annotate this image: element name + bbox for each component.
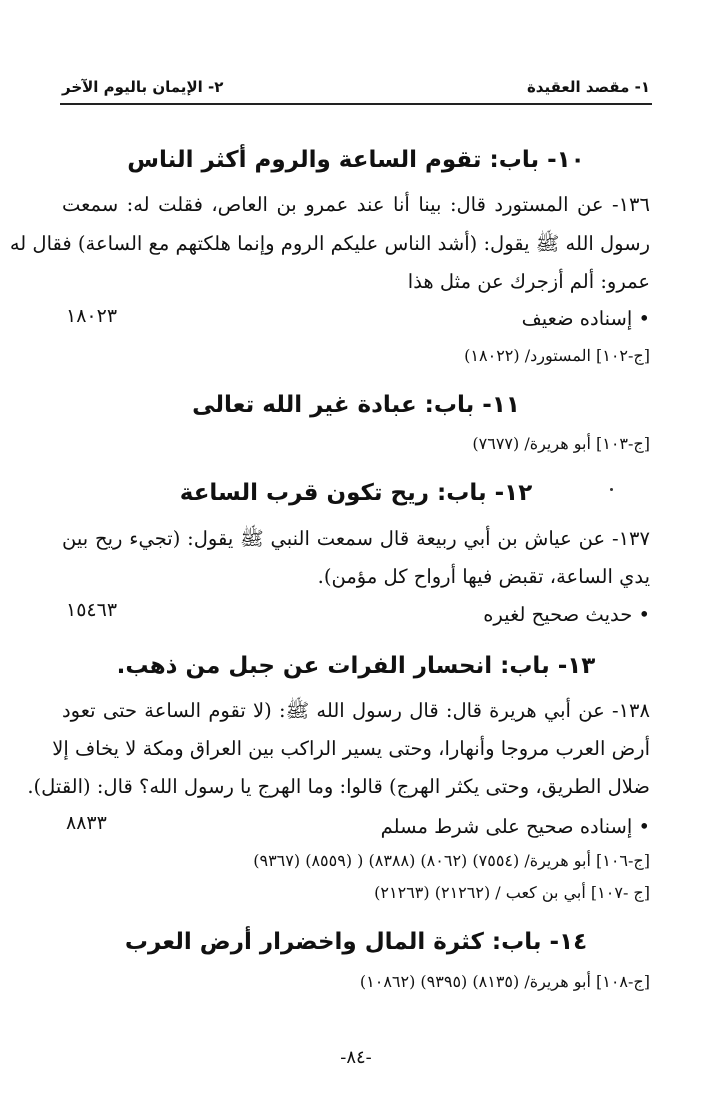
hadith-138-line-2: أرض العرب مروجا وأنهارا، وحتى يسير الراكب بين العراق ومكة لا يخاف إلا [52, 737, 650, 760]
running-header-right: ١- مقصد العقيدة [526, 78, 650, 96]
hadith-138-line-3: ضلال الطريق، وحتى يكثر الهرج) قالوا: وما الهرج يا رسول الله؟ قال: (القتل). [27, 775, 650, 798]
cross-reference-102: [ج-١٠٢] المستورد/ (١٨٠٢٢) [464, 346, 650, 365]
hadith-137-line-1: ١٣٧- عن عياش بن أبي ربيعة قال سمعت النبي ﷺ يقول: (تجيء ريح بين [62, 527, 650, 550]
grading-136: • إسناده ضعيف [521, 307, 650, 330]
hadith-138-line-1: ١٣٨- عن أبي هريرة قال: قال رسول الله ﷺ: (لا تقوم الساعة حتى تعود [62, 699, 650, 722]
chapter-title-10: ١٠- باب: تقوم الساعة والروم أكثر الناس [127, 147, 585, 173]
chapter-title-13: ١٣- باب: انحسار الفرات عن جبل من ذهب. [116, 653, 596, 679]
hadith-136-line-3: عمرو: ألم أزجرك عن مثل هذا [407, 270, 650, 293]
reference-number-136: ١٨٠٢٣ [66, 305, 118, 327]
reference-number-137: ١٥٤٦٣ [66, 599, 118, 621]
grading-137: • حديث صحيح لغيره [483, 603, 650, 626]
header-rule [60, 103, 652, 105]
grading-138: • إسناده صحيح على شرط مسلم [380, 815, 650, 838]
cross-reference-103: [ج-١٠٣] أبو هريرة/ (٧٦٧٧) [472, 434, 650, 453]
hadith-137-line-2: يدي الساعة، تقبض فيها أرواح كل مؤمن). [317, 565, 650, 588]
hadith-136-line-1: ١٣٦- عن المستورد قال: بينا أنا عند عمرو بن العاص، فقلت له: سمعت [62, 193, 650, 216]
chapter-title-11: ١١- باب: عبادة غير الله تعالى [192, 392, 520, 418]
chapter-title-14: ١٤- باب: كثرة المال واخضرار أرض العرب [124, 929, 588, 955]
page-number: -٨٤- [340, 1047, 372, 1068]
reference-number-138: ٨٨٣٣ [66, 812, 107, 834]
hadith-136-line-2: رسول الله ﷺ يقول: (أشد الناس عليكم الروم وإنما هلكتهم مع الساعة) فقال له [9, 232, 650, 255]
running-header-left: ٢- الإيمان باليوم الآخر [62, 78, 224, 96]
cross-reference-107: [ج -١٠٧] أبي بن كعب / (٢١٢٦٢) (٢١٢٦٣) [374, 883, 650, 902]
cross-reference-106: [ج-١٠٦] أبو هريرة/ (٧٥٥٤) (٨٠٦٢) (٨٣٨٨) ( (٨٥٥٩) (٩٣٦٧) [253, 851, 650, 870]
cross-reference-108: [ج-١٠٨] أبو هريرة/ (٨١٣٥) (٩٣٩٥) (١٠٨٦٢) [359, 972, 650, 991]
chapter-title-12: ١٢- باب: ريح تكون قرب الساعة [179, 480, 533, 506]
